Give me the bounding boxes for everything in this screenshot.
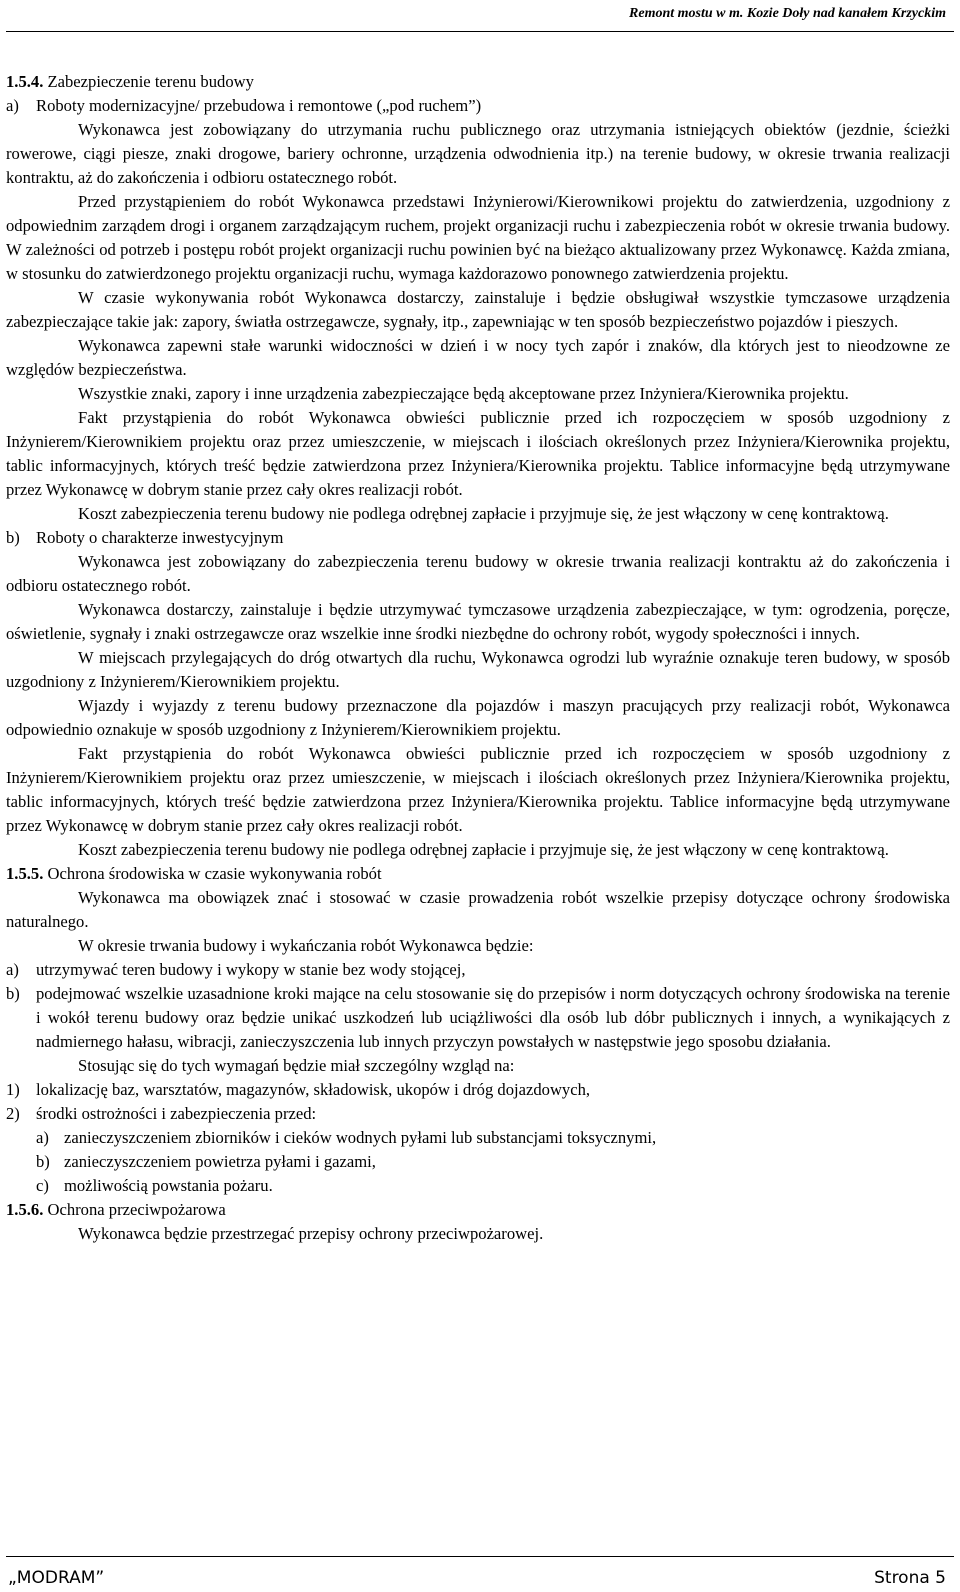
list-item (6, 982, 950, 1054)
list-item-text: zanieczyszczeniem powietrza pyłami i gazami, (64, 1152, 376, 1171)
list-item-text: możliwością powstania pożaru. (64, 1176, 273, 1195)
section-number: 1.5.4. (6, 72, 44, 91)
subsection-b-heading (6, 526, 950, 550)
list-item (6, 1102, 950, 1126)
sublist-item (6, 1150, 950, 1174)
header-rule (6, 31, 954, 32)
paragraph: Wykonawca jest zobowiązany do utrzymania ruchu publicznego oraz utrzymania istniejących obiektów (jezdnie, ścieżki rowerowe, ciągi piesze, znaki drogowe, bariery ochronne, urządzenia odwodnienia itp.) na terenie budowy, w okresie trwania realizacji kontraktu, aż do zakończenia i odbioru ostatecznego robót. (6, 120, 950, 187)
section-heading-154 (6, 70, 950, 94)
footer-company: „MODRAM” (8, 1568, 105, 1588)
section-title: Ochrona przeciwpożarowa (47, 1200, 226, 1219)
list-item (6, 1078, 950, 1102)
paragraph: Przed przystąpieniem do robót Wykonawca przedstawi Inżynierowi/Kierownikowi projektu do zatwierdzenia, uzgodniony z odpowiednim zarządem drogi i organem zarządzającym ruchem, projekt organizacji ruchu i zabezpieczenia robót w okresie trwania budowy. W zależności od potrzeb i postępu robót projekt organizacji ruchu powinien być na bieżąco aktualizowany przez Wykonawcę. Każda zmiana, w stosunku do zatwierdzonego projektu organizacji ruchu, wymaga każdorazowo ponownego zatwierdzenia projektu. (6, 192, 950, 283)
running-header: Remont mostu w m. Kozie Doły nad kanałem Krzyckim (629, 6, 946, 21)
list-marker: 1) (6, 1080, 20, 1099)
section-heading-156 (6, 1198, 950, 1222)
sublist-item (6, 1126, 950, 1150)
paragraph: Wykonawca zapewni stałe warunki widoczności w dzień i w nocy tych zapór i znaków, dla których jest to nieodzowne ze względów bezpieczeństwa. (6, 336, 950, 379)
document-body (6, 70, 950, 1246)
paragraph: Wykonawca jest zobowiązany do zabezpieczenia terenu budowy w okresie trwania realizacji kontraktu aż do zakończenia i odbioru ostatecznego robót. (6, 552, 950, 595)
paragraph: Fakt przystąpienia do robót Wykonawca obwieści publicznie przed ich rozpoczęciem w sposób uzgodniony z Inżynierem/Kierownikiem projektu oraz przez umieszczenie, w miejscach i ilościach określonych przez Inżyniera/Kierownika projektu, tablic informacyjnych, których treść będzie zatwierdzona przez Inżyniera/Kierownika projektu. Tablice informacyjne będą utrzymywane przez Wykonawcę w dobrym stanie przez cały okres realizacji robót. (6, 744, 950, 835)
list-marker: a) (6, 96, 19, 115)
paragraph: Wykonawca dostarczy, zainstaluje i będzie utrzymywać tymczasowe urządzenia zabezpieczające, w tym: ogrodzenia, poręcze, oświetlenie, sygnały i znaki ostrzegawcze oraz wszelkie inne środki niezbędne do ochrony robót, wygody społeczności i innych. (6, 600, 950, 643)
list-marker: 2) (6, 1104, 20, 1123)
subsection-title: Roboty modernizacyjne/ przebudowa i remontowe („pod ruchem”) (36, 96, 482, 115)
list-marker: c) (36, 1176, 49, 1195)
paragraph: Wjazdy i wyjazdy z terenu budowy przeznaczone dla pojazdów i maszyn pracujących przy realizacji robót, Wykonawca odpowiednio oznakuje w sposób uzgodniony z Inżynierem/Kierownikiem projektu. (6, 696, 950, 739)
list-item-text: środki ostrożności i zabezpieczenia przed: (36, 1104, 317, 1123)
section-title: Ochrona środowiska w czasie wykonywania robót (47, 864, 382, 883)
list-marker: b) (36, 1152, 50, 1171)
list-marker: b) (6, 984, 20, 1003)
page-number: Strona 5 (874, 1568, 946, 1588)
subsection-title: Roboty o charakterze inwestycyjnym (36, 528, 284, 547)
list-item (6, 958, 950, 982)
paragraph: Wykonawca będzie przestrzegać przepisy ochrony przeciwpożarowej. (78, 1224, 544, 1243)
paragraph: Fakt przystąpienia do robót Wykonawca obwieści publicznie przed ich rozpoczęciem w sposób uzgodniony z Inżynierem/Kierownikiem projektu oraz przez umieszczenie, w miejscach i ilościach określonych przez Inżyniera/Kierownika projektu, tablic informacyjnych, których treść będzie zatwierdzona przez Inżyniera/Kierownika projektu. Tablice informacyjne będą utrzymywane przez Wykonawcę w dobrym stanie przez cały okres realizacji robót. (6, 408, 950, 499)
list-item-text: lokalizację baz, warsztatów, magazynów, składowisk, ukopów i dróg dojazdowych, (36, 1080, 591, 1099)
list-marker: a) (36, 1128, 49, 1147)
paragraph: Stosując się do tych wymagań będzie miał szczególny wzgląd na: (78, 1056, 515, 1075)
paragraph: W miejscach przylegających do dróg otwartych dla ruchu, Wykonawca ogrodzi lub wyraźnie oznakuje teren budowy, w sposób uzgodniony z Inżynierem/Kierownikiem projektu. (6, 648, 950, 691)
paragraph: W okresie trwania budowy i wykańczania robót Wykonawca będzie: (78, 936, 534, 955)
sublist-item (6, 1174, 950, 1198)
section-heading-155 (6, 862, 950, 886)
paragraph: Wykonawca ma obowiązek znać i stosować w czasie prowadzenia robót wszelkie przepisy dotyczące ochrony środowiska naturalnego. (6, 888, 950, 931)
paragraph: W czasie wykonywania robót Wykonawca dostarczy, zainstaluje i będzie obsługiwał wszystkie tymczasowe urządzenia zabezpieczające takie jak: zapory, światła ostrzegawcze, sygnały, itp., zapewniając w ten sposób bezpieczeństwo pojazdów i pieszych. (6, 288, 950, 331)
section-number: 1.5.6. (6, 1200, 44, 1219)
section-title: Zabezpieczenie terenu budowy (47, 72, 254, 91)
footer-rule (6, 1556, 954, 1557)
paragraph: Koszt zabezpieczenia terenu budowy nie podlega odrębnej zapłacie i przyjmuje się, że jest włączony w cenę kontraktową. (78, 840, 889, 859)
list-item-text: zanieczyszczeniem zbiorników i cieków wodnych pyłami lub substancjami toksycznymi, (64, 1128, 657, 1147)
paragraph: Koszt zabezpieczenia terenu budowy nie podlega odrębnej zapłacie i przyjmuje się, że jest włączony w cenę kontraktową. (78, 504, 889, 523)
list-item-text: podejmować wszelkie uzasadnione kroki mające na celu stosowanie się do przepisów i norm dotyczących ochrony środowiska na terenie i wokół terenu budowy oraz będzie unikać uszkodzeń lub uciążliwości dla osób lub dóbr publicznych i innych, a wynikających z nadmiernego hałasu, wibracji, zanieczyszczenia lub innych przyczyn powstałych w następstwie jego sposobu działania. (36, 984, 950, 1051)
list-marker: b) (6, 528, 20, 547)
paragraph: Wszystkie znaki, zapory i inne urządzenia zabezpieczające będą akceptowane przez Inżyniera/Kierownika projektu. (78, 384, 849, 403)
list-marker: a) (6, 960, 19, 979)
subsection-a-heading (6, 94, 950, 118)
section-number: 1.5.5. (6, 864, 44, 883)
list-item-text: utrzymywać teren budowy i wykopy w stanie bez wody stojącej, (36, 960, 466, 979)
